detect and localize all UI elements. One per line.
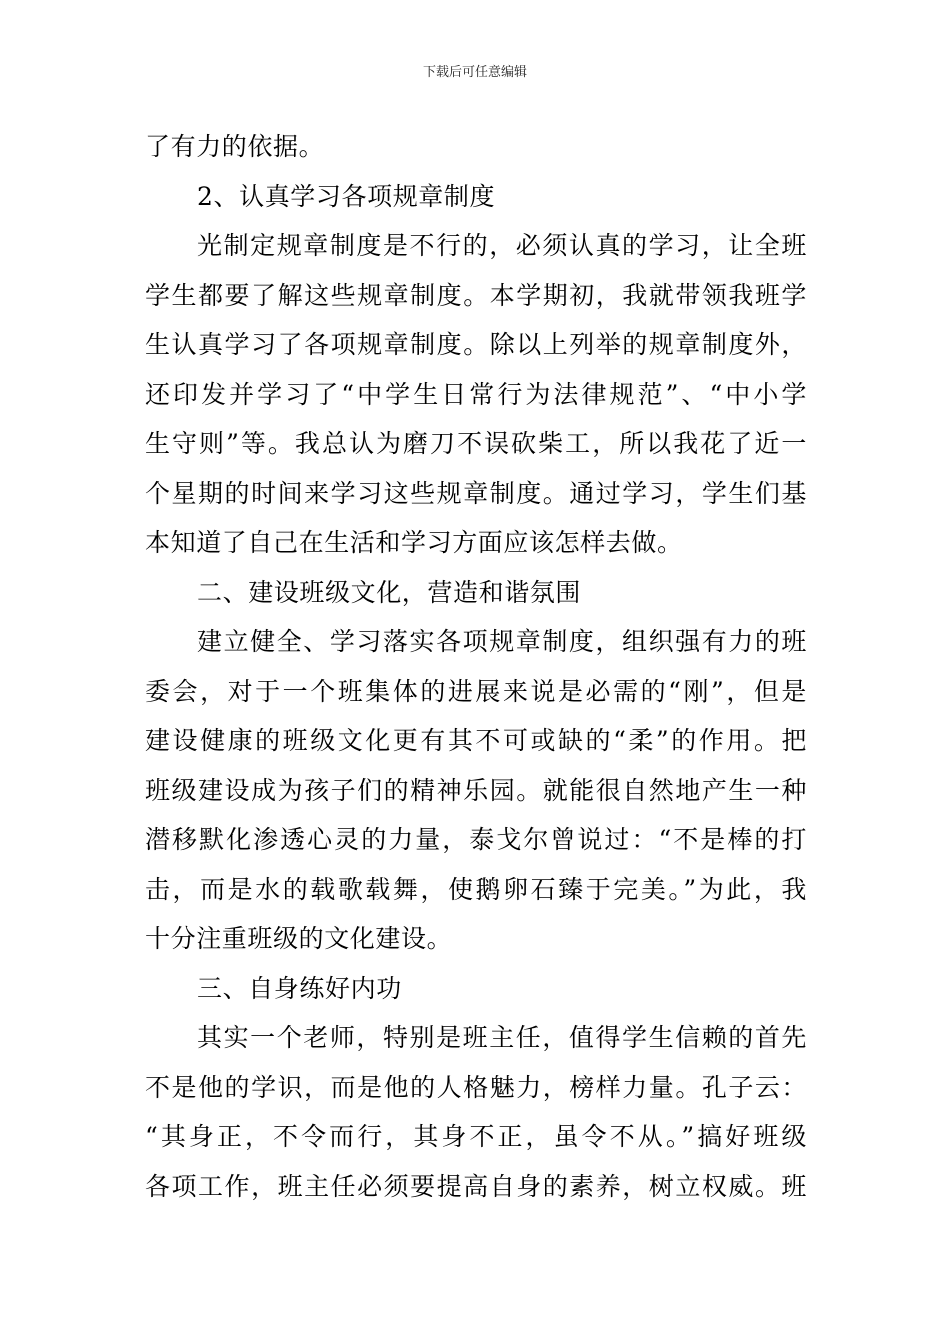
text-line: 本知道了自己在生活和学习方面应该怎样去做。 (145, 528, 683, 557)
text-line: 光制定规章制度是不行的，必须认真的学习，让全班 (197, 231, 807, 260)
text-line: 学生都要了解这些规章制度。本学期初，我就带领我班学 (145, 280, 807, 310)
text-line: 班级建设成为孩子们的精神乐园。就能很自然地产生一种 (145, 775, 807, 805)
text-line: 还印发并学习了“中学生日常行为法律规范”、“中小学 (145, 379, 807, 409)
section-heading: 三、自身练好内功 (197, 973, 402, 1003)
text-line: 建设健康的班级文化更有其不可或缺的“柔”的作用。把 (145, 726, 807, 755)
page-header: 下载后可任意编辑 (422, 65, 527, 80)
text-line: 生认真学习了各项规章制度。除以上列举的规章制度外， (145, 330, 807, 359)
text-line: 个星期的时间来学习这些规章制度。通过学习，学生们基 (145, 478, 807, 508)
text-line: 生守则”等。我总认为磨刀不误砍柴工，所以我花了近一 (145, 429, 807, 458)
text-line: “其身正，不令而行，其身不正，虽令不从。”搞好班级 (145, 1122, 807, 1151)
section-heading: 2、认真学习各项规章制度 (197, 181, 496, 211)
text-line: 各项工作，班主任必须要提高自身的素养，树立权威。班 (145, 1171, 807, 1201)
document-body (145, 122, 807, 1211)
text-line: 委会，对于一个班集体的进展来说是必需的“刚”，但是 (145, 676, 807, 706)
text-line: 其实一个老师，特别是班主任，值得学生信赖的首先 (197, 1023, 807, 1052)
text-line: 不是他的学识，而是他的人格魅力，榜样力量。孔子云： (145, 1072, 807, 1102)
text-line: 建立健全、学习落实各项规章制度，组织强有力的班 (197, 627, 807, 656)
text-line: 潜移默化渗透心灵的力量，泰戈尔曾说过：“不是棒的打 (145, 825, 807, 854)
section-heading: 二、建设班级文化，营造和谐氛围 (197, 577, 582, 607)
text-line: 十分注重班级的文化建设。 (145, 924, 453, 953)
text-line: 击，而是水的载歌载舞，使鹅卵石臻于完美。”为此，我 (145, 874, 807, 904)
text-line: 了有力的依据。 (145, 132, 325, 161)
